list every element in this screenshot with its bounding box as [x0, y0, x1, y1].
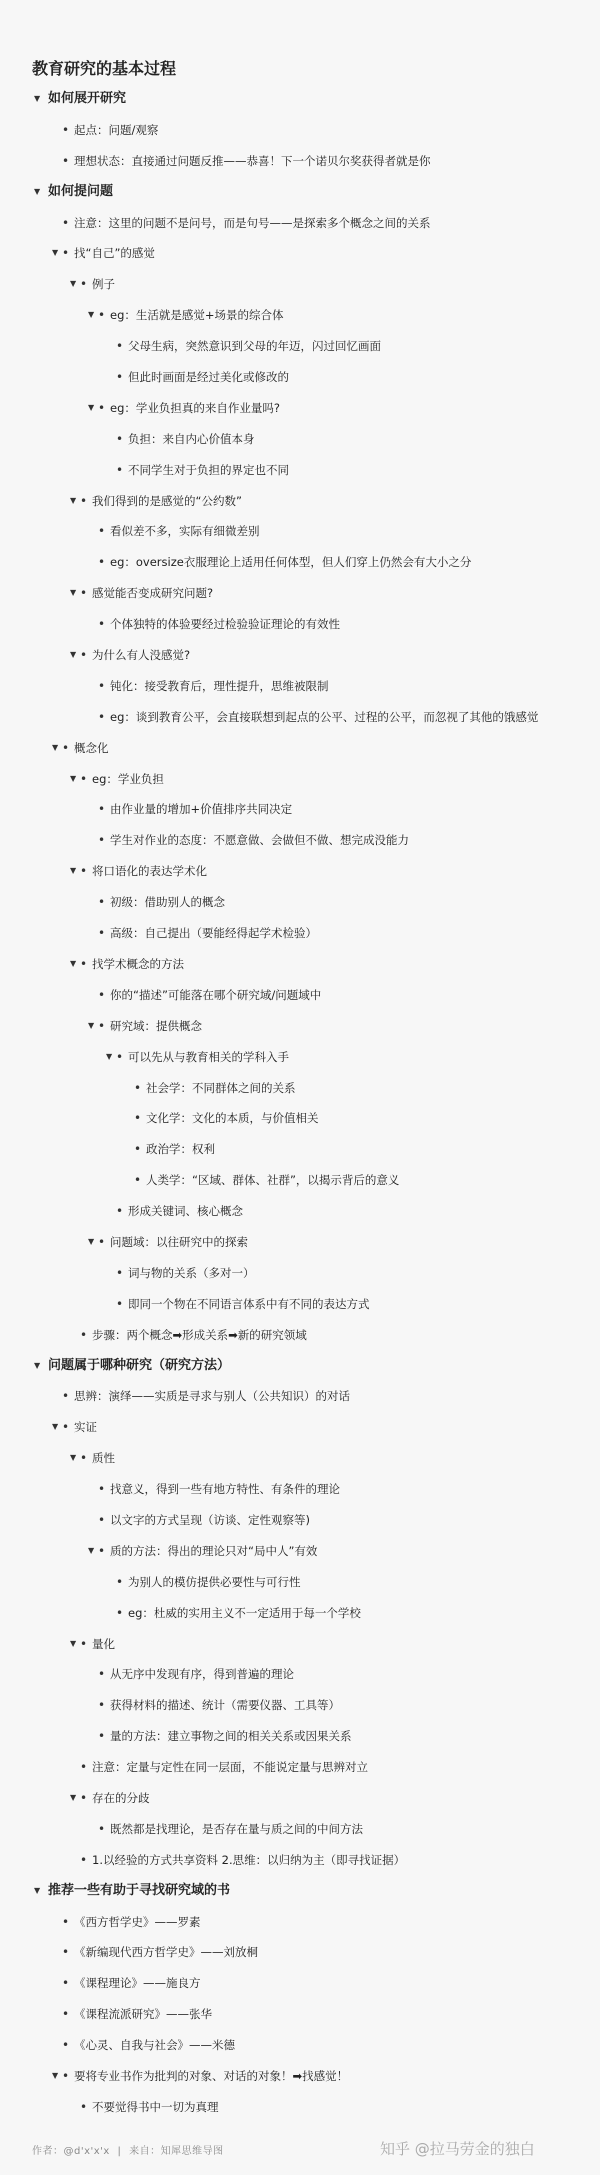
outline-item — [0, 949, 600, 980]
bullet-icon: • — [98, 1234, 106, 1249]
collapse-triangle-icon[interactable]: ▼ — [106, 1051, 113, 1061]
outline-text: 看似差不多，实际有细微差别 — [110, 524, 260, 539]
collapse-triangle-icon[interactable]: ▼ — [52, 1422, 59, 1432]
outline-text: 量的方法：建立事物之间的相关关系或因果关系 — [110, 1729, 352, 1744]
collapse-triangle-icon[interactable]: ▼ — [88, 1236, 95, 1246]
outline-text: 理想状态：直接通过问题反推——恭喜！下一个诺贝尔奖获得者就是你 — [74, 153, 431, 168]
bullet-icon: • — [98, 895, 106, 910]
outline-heading — [0, 1876, 600, 1907]
bullet-icon: • — [80, 771, 88, 786]
bullet-icon: • — [98, 1512, 106, 1527]
bullet-icon: • — [98, 400, 106, 415]
outline-text: 注意：这里的问题不是问号，而是句号——是探索多个概念之间的关系 — [74, 215, 431, 230]
bullet-icon: • — [80, 1327, 88, 1342]
bullet-icon: • — [62, 1914, 70, 1929]
outline-text: 词与物的关系（多对一） — [128, 1265, 255, 1280]
outline-text: eg：杜威的实用主义不一定适用于每一个学校 — [128, 1605, 361, 1620]
outline-item — [0, 671, 600, 702]
outline-item — [0, 733, 600, 764]
outline-text: 不同学生对于负担的界定也不同 — [128, 462, 289, 477]
bullet-icon: • — [98, 1543, 106, 1558]
outline-item — [0, 1042, 600, 1073]
outline-item — [0, 1814, 600, 1845]
bullet-icon: • — [62, 740, 70, 755]
bullet-icon: • — [98, 555, 106, 570]
outline-text: 研究域：提供概念 — [110, 1018, 202, 1033]
outline-text: 既然都是找理论，是否存在量与质之间的中间方法 — [110, 1821, 363, 1836]
collapse-triangle-icon[interactable]: ▼ — [88, 402, 95, 412]
bullet-icon: • — [80, 864, 88, 879]
outline-text: 找“自己”的感觉 — [74, 246, 155, 261]
bullet-icon: • — [62, 2069, 70, 2083]
bullet-icon: • — [98, 833, 106, 848]
outline-text: 存在的分歧 — [92, 1790, 150, 1805]
outline-item — [0, 516, 600, 547]
outline-text: 例子 — [92, 277, 115, 292]
footer — [32, 2142, 228, 2157]
outline-text: 以文字的方式呈现（访谈、定性观察等) — [110, 1512, 310, 1527]
outline-text: 起点：问题/观察 — [74, 122, 159, 137]
outline-text: 可以先从与教育相关的学科入手 — [128, 1049, 289, 1064]
outline-text: 从无序中发现有序，得到普遍的理论 — [110, 1667, 294, 1682]
outline-item — [0, 702, 600, 733]
outline-item — [0, 1443, 600, 1474]
bullet-icon: • — [116, 1296, 124, 1311]
outline-item — [0, 578, 600, 609]
outline-item — [0, 1690, 600, 1721]
collapse-triangle-icon[interactable]: ▼ — [70, 1638, 77, 1648]
outline-text: 即同一个物在不同语言体系中有不同的表达方式 — [128, 1296, 370, 1311]
bullet-icon: • — [134, 1142, 142, 1157]
bullet-icon: • — [116, 339, 124, 354]
outline-text: 步骤：两个概念➡形成关系➡新的研究领域 — [92, 1327, 307, 1342]
bullet-icon: • — [116, 462, 124, 477]
outline-item — [0, 887, 600, 918]
outline-text: 但此时画面是经过美化或修改的 — [128, 370, 289, 385]
bullet-icon: • — [134, 1173, 142, 1188]
outline-text: eg：学业负担 — [92, 771, 164, 786]
outline-item — [0, 1536, 600, 1567]
outline-text: 注意：定量与定性在同一层面，不能说定量与思辨对立 — [92, 1760, 368, 1775]
outline-item — [0, 1721, 600, 1752]
outline-item — [0, 1320, 600, 1351]
bullet-icon: • — [98, 1698, 106, 1713]
outline-heading — [0, 84, 600, 115]
outline-text: 个体独特的体验要经过检验验证理论的有效性 — [110, 617, 340, 632]
outline-item — [0, 1258, 600, 1289]
outline-text: eg：学业负担真的来自作业量吗? — [110, 400, 280, 415]
outline-text: 为别人的模仿提供必要性与可行性 — [128, 1574, 301, 1589]
outline-text: 文化学：文化的本质，与价值相关 — [146, 1111, 319, 1126]
bullet-icon: • — [80, 493, 88, 508]
outline-item — [0, 146, 600, 177]
collapse-triangle-icon[interactable]: ▼ — [70, 958, 77, 968]
outline-text: eg：生活就是感觉+场景的综合体 — [110, 308, 284, 323]
footer-separator: | — [117, 2146, 122, 2157]
outline-text: 形成关键词、核心概念 — [128, 1204, 243, 1219]
outline-item — [0, 1073, 600, 1104]
outline-item — [0, 1659, 600, 1690]
bullet-icon: • — [116, 1204, 124, 1219]
watermark: 知乎 @拉马劳金的独白 — [380, 2140, 535, 2158]
outline-text: 《新编现代西方哲学史》——刘放桐 — [74, 1945, 258, 1960]
outline-text: 感觉能否变成研究问题? — [92, 586, 214, 601]
outline-item — [0, 1783, 600, 1814]
bullet-icon: • — [80, 1760, 88, 1775]
bullet-icon: • — [62, 1945, 70, 1960]
outline-text: 社会学：不同群体之间的关系 — [146, 1080, 296, 1095]
outline-item — [0, 825, 600, 856]
outline-item — [0, 208, 600, 239]
outline-text: 初级：借助别人的概念 — [110, 895, 225, 910]
outline-item — [0, 486, 600, 517]
outline-item — [0, 1289, 600, 1320]
outline-item — [0, 1629, 600, 1660]
outline-item — [0, 1227, 600, 1258]
outline-text: 量化 — [92, 1636, 115, 1651]
outline-text: 找学术概念的方法 — [92, 956, 184, 971]
outline-text: 将口语化的表达学术化 — [92, 864, 207, 879]
outline-item — [0, 1505, 600, 1536]
outline-heading — [0, 1351, 600, 1382]
bullet-icon: • — [62, 153, 70, 168]
outline-item — [0, 794, 600, 825]
collapse-triangle-icon[interactable]: ▼ — [88, 310, 95, 320]
outline-item — [0, 1474, 600, 1505]
outline-text: 负担：来自内心价值本身 — [128, 431, 255, 446]
outline-text: 高级：自己提出（要能经得起学术检验） — [110, 926, 317, 941]
bullet-icon: • — [80, 277, 88, 292]
collapse-triangle-icon[interactable]: ▼ — [70, 1453, 77, 1463]
bullet-icon: • — [116, 1049, 124, 1064]
collapse-triangle-icon[interactable]: ▼ — [70, 279, 77, 289]
bullet-icon: • — [134, 1111, 142, 1126]
outline-text: 政治学：权利 — [146, 1142, 215, 1157]
outline-text: 实证 — [74, 1420, 97, 1435]
bullet-icon: • — [80, 956, 88, 971]
outline-text: 质的方法：得出的理论只对“局中人”有效 — [110, 1543, 318, 1558]
outline-item — [0, 1845, 600, 1876]
outline-text: 思辨：演绎——实质是寻求与别人（公共知识）的对话 — [74, 1389, 350, 1404]
outline-item — [0, 1381, 600, 1412]
outline-text: 推荐一些有助于寻找研究域的书 — [48, 1882, 231, 1898]
outline-text: 质性 — [92, 1451, 115, 1466]
collapse-triangle-icon[interactable]: ▼ — [70, 495, 77, 505]
outline-text: 找意义，得到一些有地方特性、有条件的理论 — [110, 1482, 340, 1497]
outline-item — [0, 393, 600, 424]
bullet-icon: • — [98, 1667, 106, 1682]
bullet-icon: • — [98, 1729, 106, 1744]
outline-item — [0, 918, 600, 949]
bullet-icon: • — [62, 1976, 70, 1991]
collapse-triangle-icon[interactable]: ▼ — [52, 742, 59, 752]
bullet-icon: • — [98, 709, 106, 724]
bullet-icon: • — [116, 1574, 124, 1589]
bullet-icon: • — [80, 586, 88, 601]
outline-item — [0, 1196, 600, 1227]
bullet-icon: • — [98, 1482, 106, 1497]
bullet-icon: • — [98, 802, 106, 817]
footer-source: 来自：知犀思维导图 — [129, 2146, 224, 2157]
outline-item — [0, 1567, 600, 1598]
outline-item — [0, 609, 600, 640]
outline-text: eg：oversize衣服理论上适用任何体型，但人们穿上仍然会有大小之分 — [110, 555, 472, 570]
outline-item — [0, 1937, 600, 1968]
outline-text: 1.以经验的方式共享资料 2.思维：以归纳为主（即寻找证据） — [92, 1852, 406, 1867]
bullet-icon: • — [98, 617, 106, 632]
bullet-icon: • — [80, 1852, 88, 1867]
bullet-icon: • — [80, 1636, 88, 1651]
outline-item — [0, 764, 600, 795]
outline-item — [0, 640, 600, 671]
bullet-icon: • — [98, 678, 106, 693]
outline-text: 你的“描述”可能落在哪个研究域/问题域中 — [110, 987, 322, 1002]
outline-text: 学生对作业的态度：不愿意做、会做但不做、想完成没能力 — [110, 833, 409, 848]
page-title: 教育研究的基本过程 — [32, 59, 177, 78]
collapse-triangle-icon[interactable]: ▼ — [34, 1360, 41, 1370]
bullet-icon: • — [98, 987, 106, 1002]
bullet-icon: • — [62, 2007, 70, 2022]
bullet-icon: • — [98, 1821, 106, 1836]
bullet-icon: • — [80, 1451, 88, 1466]
bullet-icon: • — [116, 431, 124, 446]
outline-text: 获得材料的描述、统计（需要仪器、工具等） — [110, 1698, 340, 1713]
bullet-icon: • — [116, 1265, 124, 1280]
outline-text: 我们得到的是感觉的“公约数” — [92, 493, 242, 508]
bullet-icon: • — [80, 1790, 88, 1805]
outline-text: 概念化 — [74, 740, 109, 755]
outline-item — [0, 455, 600, 486]
bullet-icon: • — [80, 648, 88, 663]
outline-text: 《心灵、自我与社会》——米德 — [74, 2038, 235, 2053]
outline-item — [0, 1165, 600, 1196]
outline-text: 问题域：以往研究中的探索 — [110, 1234, 248, 1249]
collapse-triangle-icon[interactable]: ▼ — [70, 866, 77, 876]
bullet-icon: • — [98, 524, 106, 539]
outline-item — [0, 424, 600, 455]
outline-text: eg：谈到教育公平，会直接联想到起点的公平、过程的公平，而忽视了其他的饿感觉 — [110, 709, 539, 724]
outline-text: 《西方哲学史》——罗素 — [74, 1914, 201, 1929]
collapse-triangle-icon[interactable]: ▼ — [70, 588, 77, 598]
bullet-icon: • — [116, 370, 124, 385]
outline-item — [0, 1907, 600, 1938]
collapse-triangle-icon[interactable]: ▼ — [34, 1885, 41, 1895]
collapse-triangle-icon[interactable]: ▼ — [34, 186, 41, 196]
bullet-icon: • — [62, 215, 70, 230]
bullet-icon: • — [62, 2038, 70, 2053]
bullet-icon: • — [98, 1018, 106, 1033]
outline-text: 人类学：“区域、群体、社群”，以揭示背后的意义 — [146, 1173, 400, 1188]
outline-item — [0, 2061, 600, 2092]
outline-item — [0, 856, 600, 887]
outline-item — [0, 1598, 600, 1629]
outline-text: 如何展开研究 — [48, 91, 127, 106]
outline-text: 《课程流派研究》——张华 — [74, 2007, 212, 2022]
outline-text: 要将专业书作为批判的对象、对话的对象！➡找感觉！ — [74, 2069, 349, 2083]
outline-item — [0, 1412, 600, 1443]
outline-text: 问题属于哪种研究（研究方法） — [48, 1357, 231, 1373]
outline-heading — [0, 177, 600, 208]
collapse-triangle-icon[interactable]: ▼ — [70, 1792, 77, 1802]
collapse-triangle-icon[interactable]: ▼ — [88, 1020, 95, 1030]
outline-item — [0, 547, 600, 578]
outline-item — [0, 1999, 600, 2030]
outline-item — [0, 2092, 600, 2123]
outline-text: 如何提问题 — [48, 183, 114, 199]
outline-item — [0, 1968, 600, 1999]
collapse-triangle-icon[interactable]: ▼ — [70, 650, 77, 660]
bullet-icon: • — [62, 246, 70, 261]
outline-text: 为什么有人没感觉? — [92, 648, 191, 663]
outline-item — [0, 1103, 600, 1134]
bullet-icon: • — [62, 122, 70, 137]
bullet-icon: • — [134, 1080, 142, 1095]
bullet-icon: • — [116, 1605, 124, 1620]
outline-item — [0, 980, 600, 1011]
outline-item — [0, 115, 600, 146]
bullet-icon: • — [62, 1389, 70, 1404]
outline-text: 《课程理论》——施良方 — [74, 1976, 201, 1991]
bullet-icon: • — [98, 926, 106, 941]
outline-item — [0, 2030, 600, 2061]
outline-item — [0, 362, 600, 393]
outline-item — [0, 331, 600, 362]
bullet-icon: • — [98, 308, 106, 323]
mind-map-outline — [0, 84, 600, 2123]
outline-text: 由作业量的增加+价值排序共同决定 — [110, 802, 293, 817]
collapse-triangle-icon[interactable]: ▼ — [52, 2071, 59, 2080]
outline-item — [0, 269, 600, 300]
outline-item — [0, 238, 600, 269]
outline-item — [0, 1752, 600, 1783]
bullet-icon: • — [62, 1420, 70, 1435]
collapse-triangle-icon[interactable]: ▼ — [88, 1545, 95, 1555]
footer-author: 作者：@d'x'x'x — [32, 2146, 110, 2157]
outline-item — [0, 300, 600, 331]
bullet-icon: • — [80, 2099, 88, 2114]
outline-text: 不要觉得书中一切为真理 — [92, 2099, 219, 2114]
collapse-triangle-icon[interactable]: ▼ — [52, 248, 59, 258]
outline-item — [0, 1134, 600, 1165]
outline-item — [0, 1011, 600, 1042]
outline-text: 钝化：接受教育后，理性提升，思维被限制 — [110, 678, 329, 693]
outline-text: 父母生病，突然意识到父母的年迈，闪过回忆画面 — [128, 339, 381, 354]
collapse-triangle-icon[interactable]: ▼ — [34, 94, 41, 103]
collapse-triangle-icon[interactable]: ▼ — [70, 773, 77, 783]
